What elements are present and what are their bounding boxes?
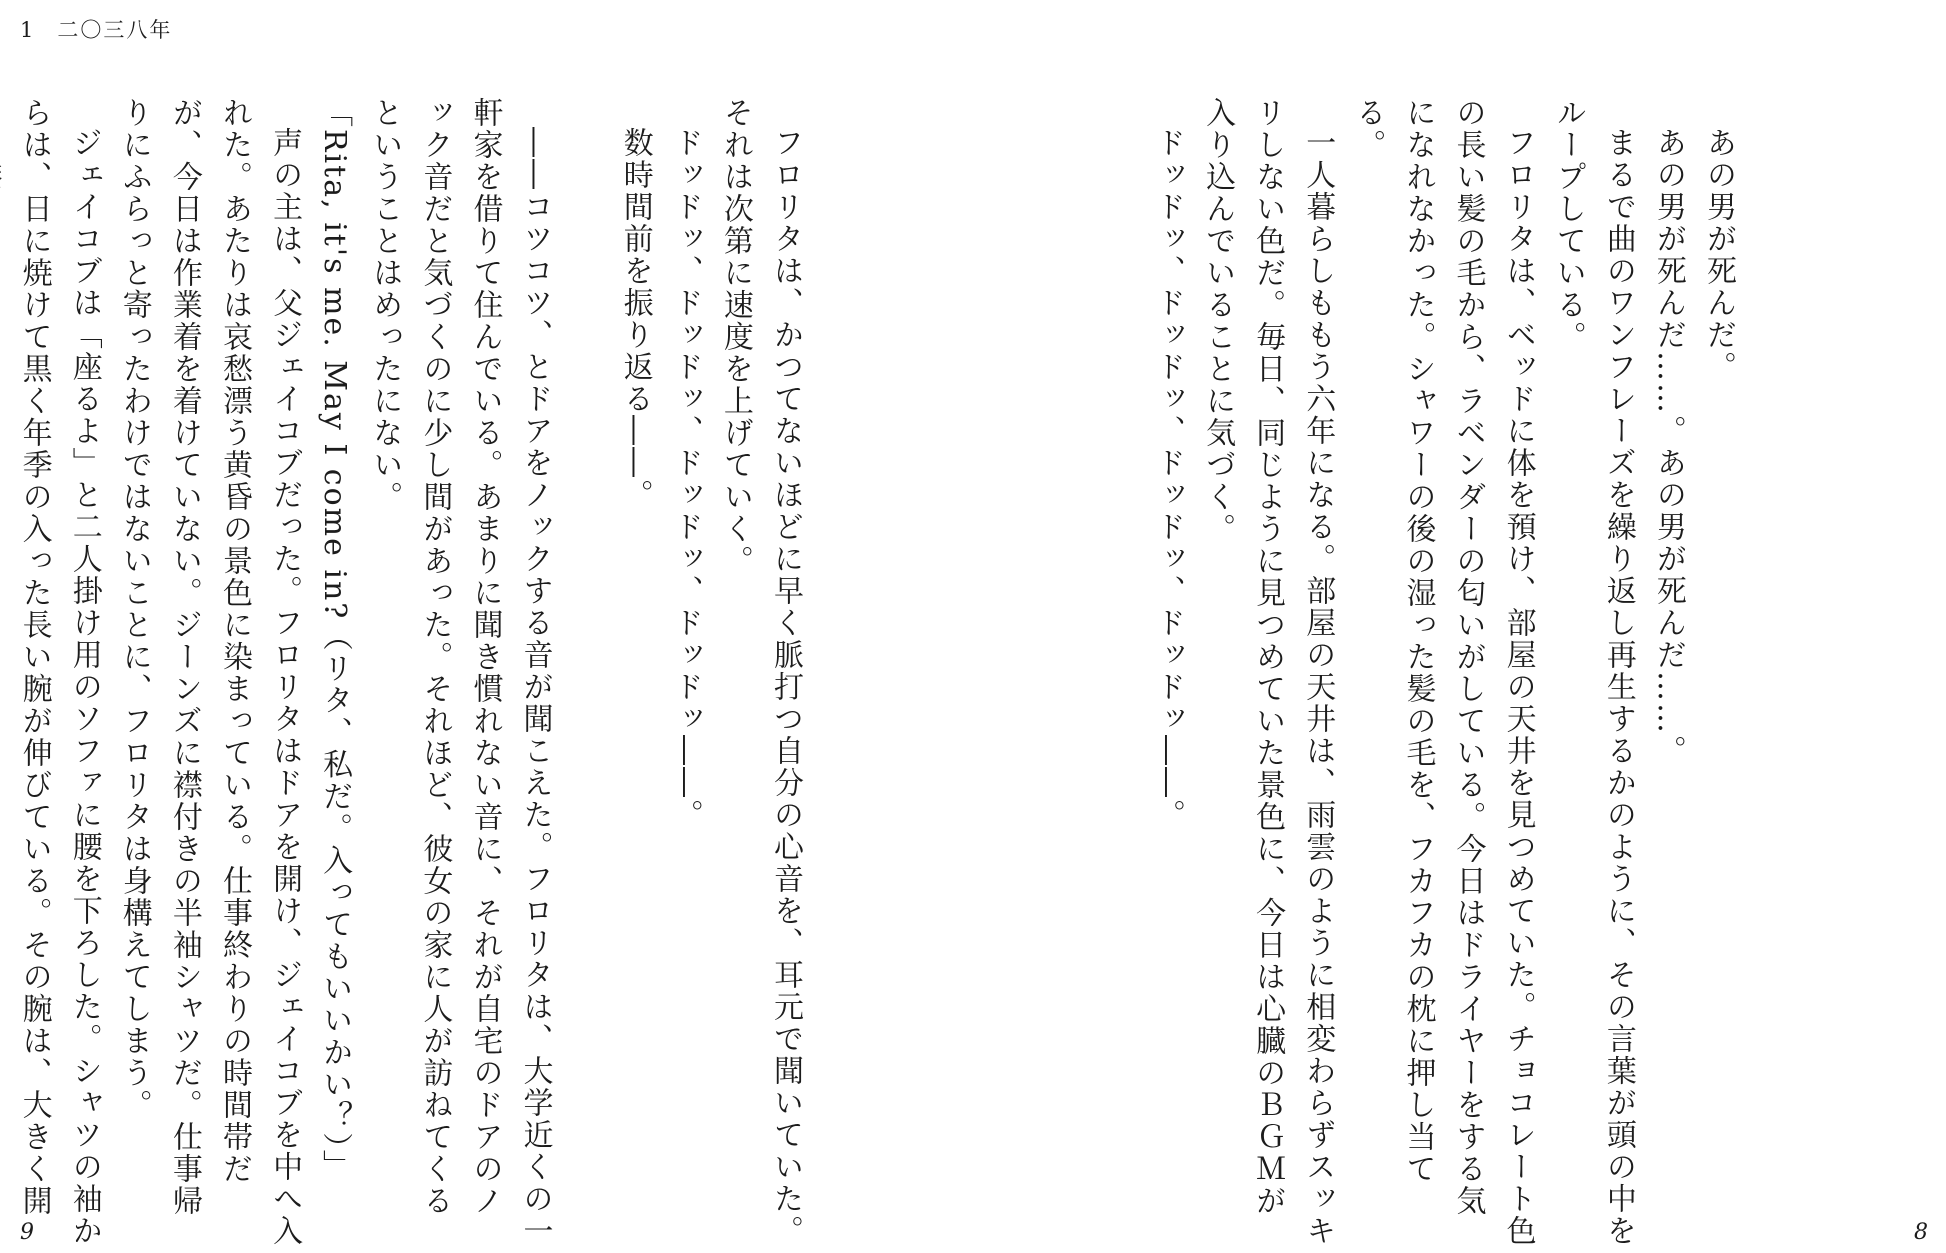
paragraph: あの男が死んだ。 bbox=[1701, 127, 1736, 383]
paragraph: ――コツコツ、とドアをノックする音が聞こえた。フロリタは、大学近くの一軒家を借りて住んでいる。あまりに聞き慣れない音に、それが自宅のドアのノック音だと気づくのに少し間があった。それほど、彼女の家に人が訪ねてくるということはめったにない。 bbox=[367, 97, 553, 1247]
page-number-left: 9 bbox=[20, 1220, 34, 1245]
paragraph: ドッドッ、ドッドッ、ドッドッ、ドッドッ――。 bbox=[1149, 127, 1185, 831]
paragraph: 声の主は、父ジェイコブだった。フロリタはドアを開け、ジェイコブを中へ入れた。あたりは哀愁漂う黄昏の景色に染まっている。仕事終わりの時間帯だが、今日は作業着を着けていない。ジーンズに襟付きの半袖シャツだ。仕事帰りにふらっと寄ったわけではないことに、フロリタは身構えてしまう。 bbox=[116, 97, 303, 1247]
paragraph: 数時間前を振り返る――。 bbox=[617, 127, 653, 511]
paragraph: まるで曲のワンフレーズを繰り返し再生するかのように、その言葉が頭の中をループしている。 bbox=[1550, 97, 1636, 1247]
running-header bbox=[20, 14, 172, 44]
paragraph: 一人暮らしももう六年になる。部屋の天井は、雨雲のように相変わらずスッキリしない色だ。毎日、同じように見つめていた景色に、今日は心臓のＢＧＭが入り込んでいることに気づく。 bbox=[1200, 97, 1336, 1247]
scene-break bbox=[560, 97, 610, 1247]
left-page-body bbox=[18, 97, 810, 1247]
paragraph: ドッドッ、ドッドッ、ドッドッ、ドッドッ――。 bbox=[667, 127, 703, 831]
right-page-body bbox=[1141, 97, 1743, 1247]
chapter-number: 1 bbox=[20, 18, 36, 42]
paragraph: フロリタは、ベッドに体を預け、部屋の天井を見つめていた。チョコレート色の長い髪の毛から、ラベンダーの匂いがしている。今日はドライヤーをする気になれなかった。シャワーの後の湿った髪の毛を、フカフカの枕に押し当てる。 bbox=[1350, 97, 1536, 1247]
chapter-title: 二〇三八年 bbox=[57, 18, 173, 42]
dialogue-paragraph: 「Rita, it's me. May I come in?（リタ、私だ。入ってもいいかい？）」 bbox=[317, 97, 353, 1182]
paragraph: あの男が死んだ……。あの男が死んだ……。 bbox=[1650, 127, 1686, 767]
page-number-right: 8 bbox=[1914, 1220, 1928, 1245]
paragraph: ジェイコブは「座るよ」と二人掛け用のソファに腰を下ろした。シャツの袖からは、日に焼けて黒く年季の入った長い腕が伸びている。その腕は、大きく開 bbox=[16, 97, 102, 1247]
paragraph: フロリタは、かつてないほどに早く脈打つ自分の心音を、耳元で聞いていた。それは次第に速度を上げていく。 bbox=[717, 97, 803, 1247]
